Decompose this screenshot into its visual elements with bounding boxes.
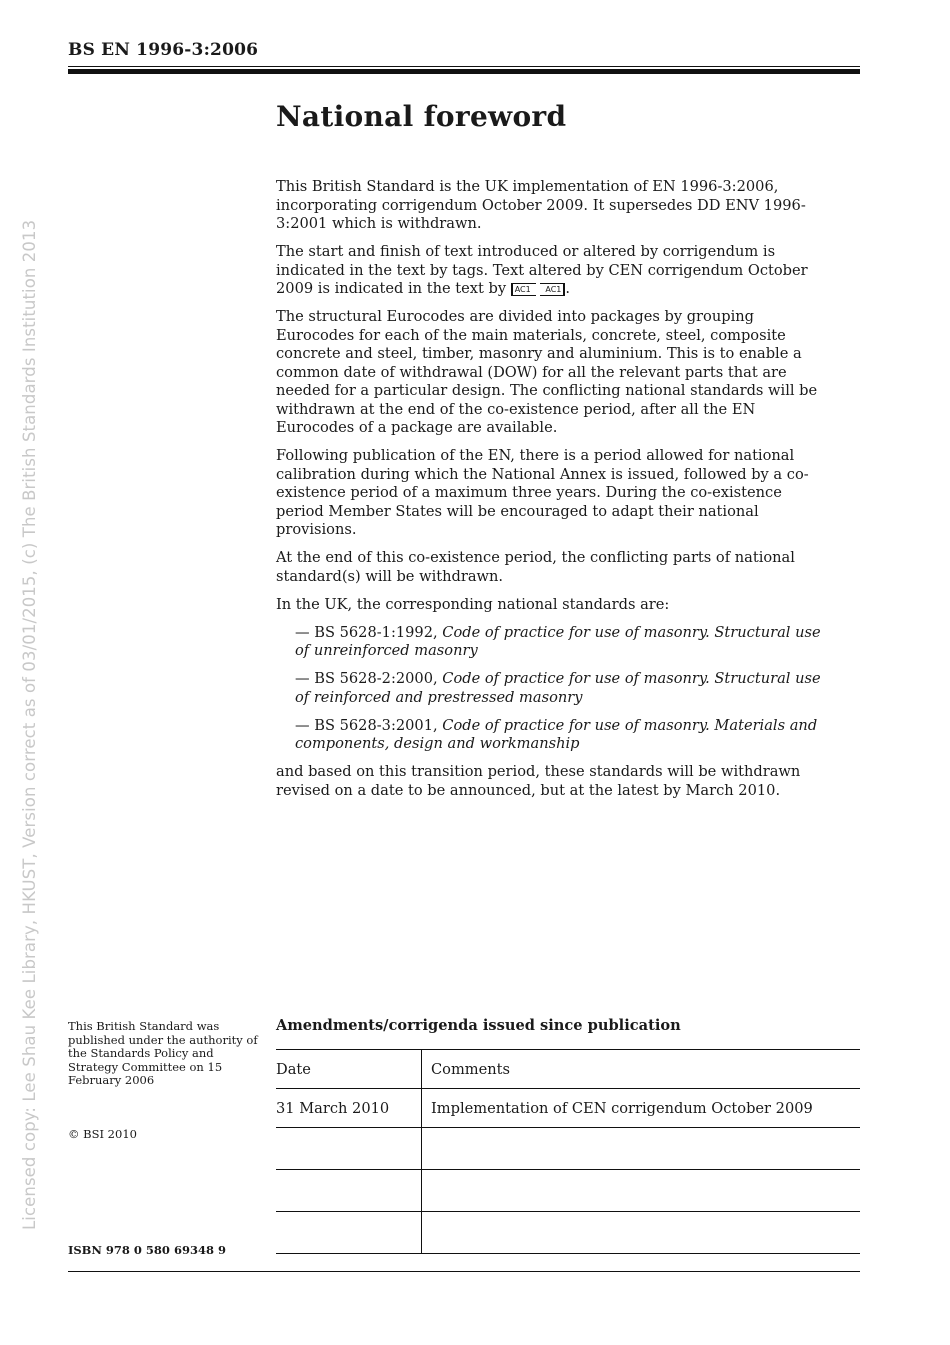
paragraph-implementation: This British Standard is the UK implementation of EN 1996-3:2006, incorporating corrigendum October 2009. It supersedes DD ENV 1996-3:2001 which is withdrawn. bbox=[276, 178, 806, 232]
empty-cell bbox=[276, 1170, 422, 1212]
header-rule-thin bbox=[68, 66, 860, 67]
table-row-empty bbox=[276, 1128, 860, 1170]
empty-cell bbox=[276, 1128, 422, 1170]
table-row-empty bbox=[276, 1212, 860, 1254]
standard-title: Code of practice for use of masonry. Structural use of unreinforced masonry bbox=[295, 623, 821, 659]
header-date: Date bbox=[276, 1050, 422, 1089]
paragraph-uk-standards-intro: In the UK, the corresponding national standards are: bbox=[276, 595, 670, 613]
empty-cell bbox=[276, 1212, 422, 1254]
copyright: © BSI 2010 bbox=[68, 1127, 137, 1141]
paragraph-withdrawal: and based on this transition period, these standards will be withdrawn revised on a date to be announced, but at the latest by March 2010. bbox=[276, 763, 801, 799]
amendments-title: Amendments/corrigenda issued since publication bbox=[276, 1017, 681, 1034]
table-row bbox=[276, 1089, 860, 1128]
amendment-date: 31 March 2010 bbox=[276, 1089, 422, 1128]
standard-item bbox=[276, 717, 832, 754]
isbn: ISBN 978 0 580 69348 9 bbox=[68, 1243, 226, 1257]
standard-code: — BS 5628-1:1992, bbox=[295, 623, 438, 641]
standard-item bbox=[276, 624, 832, 661]
corrigendum-end-tag: AC1 bbox=[540, 283, 565, 296]
paragraph-calibration: Following publication of the EN, there is a period allowed for national calibration during which the National Annex is issued, followed by a co-existence period of a maximum three years. During the co-existence period Member States will be encouraged to adapt their national provisions. bbox=[276, 447, 809, 538]
publication-note: This British Standard was published under the authority of the Standards Policy and Strategy Committee on 15 February 2006 bbox=[68, 1019, 258, 1087]
amendment-comment: Implementation of CEN corrigendum October 2009 bbox=[431, 1099, 813, 1117]
amendments-table bbox=[276, 1049, 860, 1254]
corrigendum-start-tag: AC1 bbox=[511, 283, 536, 296]
header-comments: Comments bbox=[431, 1060, 511, 1078]
paragraph-corrigendum-end: . bbox=[565, 280, 571, 297]
license-watermark: Licensed copy: Lee Shau Kee Library, HKUST, Version correct as of 03/01/2015, (c) The British Standards Institution 2013 bbox=[20, 219, 39, 1230]
bottom-rule bbox=[68, 1271, 860, 1272]
standard-code: — BS 5628-2:2000, bbox=[295, 670, 438, 687]
foreword-body bbox=[276, 178, 832, 810]
document-code: BS EN 1996-3:2006 bbox=[68, 40, 259, 60]
empty-cell bbox=[422, 1212, 861, 1254]
standard-item bbox=[276, 670, 832, 707]
table-header-row bbox=[276, 1050, 860, 1089]
table-row-empty bbox=[276, 1170, 860, 1212]
paragraph-corrigendum bbox=[276, 243, 832, 299]
paragraph-coexistence: At the end of this co-existence period, the conflicting parts of national standard(s) will be withdrawn. bbox=[276, 549, 795, 585]
empty-cell bbox=[422, 1128, 861, 1170]
standard-title: Code of practice for use of masonry. Structural use of reinforced and prestressed masonry bbox=[295, 670, 821, 706]
empty-cell bbox=[422, 1170, 861, 1212]
standard-title: Code of practice for use of masonry. Materials and components, design and workmanship bbox=[295, 716, 818, 752]
page-title: National foreword bbox=[276, 100, 567, 133]
paragraph-corrigendum-text: The start and finish of text introduced or altered by corrigendum is indicated in the text by tags. Text altered by CEN corrigendum October 2009 is indicated in the text by bbox=[276, 243, 808, 297]
paragraph-eurocode-packages: The structural Eurocodes are divided into packages by grouping Eurocodes for each of the main materials, concrete, steel, composite concrete and steel, timber, masonry and aluminium. This is to enable a common date of withdrawal (DOW) for all the relevant parts that are needed for a particular design. The conflicting national standards will be withdrawn at the end of the co-existence period, after all the EN Eurocodes of a package are available. bbox=[276, 308, 818, 436]
header-rule-thick bbox=[68, 69, 860, 74]
standard-code: — BS 5628-3:2001, bbox=[295, 716, 438, 734]
